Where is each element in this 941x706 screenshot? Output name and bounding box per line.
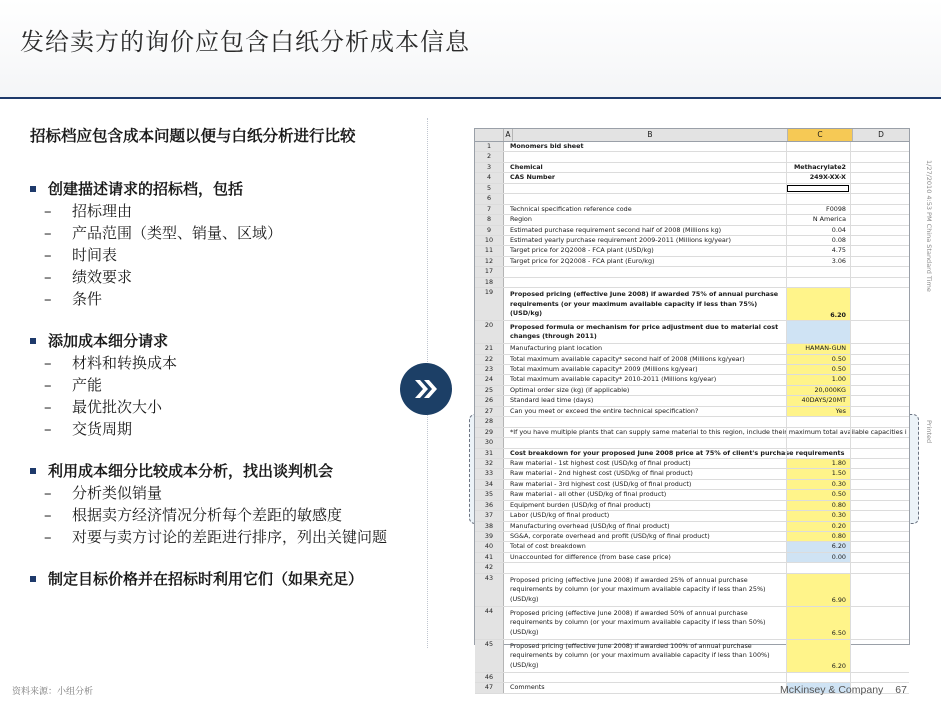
timestamp-note: 1/27/2010 4:53 PM China Standard Time <box>925 160 933 292</box>
cell-value: N America <box>786 215 850 224</box>
sub-bullet-text: 时间表 <box>72 246 118 264</box>
sub-bullet <box>44 200 398 222</box>
cell-empty <box>850 142 909 151</box>
cell-empty <box>850 673 909 682</box>
cell-value <box>786 278 850 287</box>
cell-empty <box>850 522 909 531</box>
sheet-row <box>475 344 909 354</box>
cell-value: 0.30 <box>786 480 850 489</box>
cell-label: Comments <box>510 683 545 692</box>
double-chevron-right-icon <box>400 363 452 415</box>
sheet-row <box>475 563 909 573</box>
bullet-section <box>28 568 398 590</box>
cell-label: Monomers bid sheet <box>510 142 584 150</box>
cell-value <box>786 449 850 458</box>
cell-value: 6.20 <box>786 542 850 551</box>
cell-empty <box>850 396 909 405</box>
cell-label <box>504 278 786 287</box>
bullet-sections <box>28 178 398 610</box>
row-number: 41 <box>475 553 504 562</box>
row-number: 9 <box>475 226 504 235</box>
cell-empty <box>850 152 909 161</box>
cell-value: 40DAYS/20MT <box>786 396 850 405</box>
cell-value: Methacrylate2 <box>786 163 850 172</box>
row-number: 7 <box>475 205 504 214</box>
cell-value: 6.90 <box>786 574 850 606</box>
cell-empty <box>850 321 909 343</box>
col-header-c: C <box>788 129 853 141</box>
sheet-row <box>475 417 909 427</box>
cell-value <box>786 142 850 151</box>
cell-value <box>786 438 850 447</box>
row-number: 37 <box>475 511 504 520</box>
sub-bullet <box>44 352 398 374</box>
cell-label: Total maximum available capacity* 2009 (Millions kg/year) <box>510 365 698 373</box>
row-number: 31 <box>475 449 504 458</box>
sheet-row <box>475 194 909 204</box>
sheet-row <box>475 142 909 152</box>
cell-empty <box>850 246 909 255</box>
cell-value: 0.50 <box>786 355 850 364</box>
sheet-row <box>475 365 909 375</box>
cell-empty <box>850 344 909 353</box>
row-number: 45 <box>475 640 504 672</box>
page-number: 67 <box>895 684 907 696</box>
cell-value: 0.08 <box>786 236 850 245</box>
cell-value <box>786 184 850 193</box>
square-bullet-icon <box>30 576 36 582</box>
sheet-row <box>475 152 909 162</box>
row-number: 11 <box>475 246 504 255</box>
row-number: 26 <box>475 396 504 405</box>
cell-empty <box>850 480 909 489</box>
sheet-row <box>475 673 909 683</box>
cell-label: Estimated purchase requirement second half of 2008 (Millions kg) <box>510 225 722 234</box>
bullet-head-text: 创建描述请求的招标档，包括 <box>48 180 244 198</box>
cell-value: Yes <box>786 407 850 416</box>
dash-icon: – <box>44 246 52 264</box>
sheet-row <box>475 321 909 344</box>
dash-icon: – <box>44 376 52 394</box>
sheet-row <box>475 449 909 459</box>
row-number: 33 <box>475 469 504 478</box>
cell-value: 0.50 <box>786 365 850 374</box>
sheet-row <box>475 215 909 225</box>
header-band <box>0 0 941 98</box>
sub-bullet-text: 根据卖方经济情况分析每个差距的敏感度 <box>72 506 343 524</box>
bullet-head-text: 利用成本细分比较成本分析，找出谈判机会 <box>48 462 334 480</box>
cell-empty <box>850 355 909 364</box>
sheet-row <box>475 640 909 673</box>
cell-empty <box>850 428 909 437</box>
row-number: 38 <box>475 522 504 531</box>
cell-label: Manufacturing plant location <box>510 344 602 353</box>
printed-label: Printed <box>925 420 933 444</box>
sub-bullet <box>44 244 398 266</box>
sub-bullet <box>44 504 398 526</box>
cell-empty <box>850 469 909 478</box>
sheet-row <box>475 257 909 267</box>
bullet-head <box>28 178 398 200</box>
row-number: 42 <box>475 563 504 572</box>
cell-label <box>504 267 786 276</box>
row-number: 32 <box>475 459 504 468</box>
cell-value: 0.50 <box>786 490 850 499</box>
cell-value: 3.06 <box>786 257 850 266</box>
cell-value <box>786 428 850 437</box>
sub-bullet-text: 绩效要求 <box>72 268 133 286</box>
dash-icon: – <box>44 224 52 242</box>
cell-label: Target price for 2Q2008 - FCA plant (Euro/kg) <box>510 256 655 265</box>
row-number: 35 <box>475 490 504 499</box>
cell-label <box>504 152 786 161</box>
cell-label: Raw material - 2nd highest cost (USD/kg of final product) <box>510 469 693 478</box>
cell-label: Optimal order size (kg) (if applicable) <box>510 385 630 394</box>
sheet-row <box>475 278 909 288</box>
dash-icon: – <box>44 484 52 502</box>
sub-bullet-text: 分析类似销量 <box>72 484 163 502</box>
sheet-row <box>475 438 909 448</box>
dash-icon: – <box>44 506 52 524</box>
cell-label <box>504 194 786 203</box>
row-number: 39 <box>475 532 504 541</box>
cell-label: Proposed formula or mechanism for price adjustment due to material cost changes (through 2011) <box>510 323 779 341</box>
row-number: 3 <box>475 163 504 172</box>
row-number: 12 <box>475 257 504 266</box>
bullet-head-text: 添加成本细分请求 <box>48 332 169 350</box>
row-number: 2 <box>475 152 504 161</box>
sheet-row <box>475 396 909 406</box>
cell-label <box>504 438 786 447</box>
bullet-section <box>28 330 398 440</box>
cell-empty <box>850 563 909 572</box>
cell-empty <box>850 375 909 384</box>
row-number: 20 <box>475 321 504 343</box>
row-number: 17 <box>475 267 504 276</box>
cell-label: Labor (USD/kg of final product) <box>510 511 610 520</box>
sub-bullet <box>44 222 398 244</box>
sheet-row <box>475 469 909 479</box>
cell-value: 0.80 <box>786 532 850 541</box>
cell-label <box>504 417 786 426</box>
cell-label: Can you meet or exceed the entire technical specification? <box>510 406 699 415</box>
cell-label: Proposed pricing (effective June 2008) if awarded 50% of annual purchase requirements by column (or your maximum available capacity if less than 50%) (USD/kg) <box>510 608 766 636</box>
dash-icon: – <box>44 420 52 438</box>
cell-label: Standard lead time (days) <box>510 396 594 405</box>
cell-value <box>786 417 850 426</box>
cell-value: 1.00 <box>786 375 850 384</box>
row-number: 1 <box>475 142 504 151</box>
footer-brand <box>780 684 907 696</box>
sheet-row <box>475 355 909 365</box>
cell-empty <box>850 607 909 639</box>
row-number: 25 <box>475 386 504 395</box>
cell-empty <box>850 267 909 276</box>
sheet-row <box>475 173 909 183</box>
bullet-head-text: 制定目标价格并在招标时利用它们（如果充足） <box>48 570 364 588</box>
footer-source: 资料来源：小组分析 <box>12 687 94 697</box>
sheet-row <box>475 386 909 396</box>
dash-icon: – <box>44 398 52 416</box>
bullet-head <box>28 568 398 590</box>
col-header-b: B <box>513 129 788 141</box>
sub-bullet-text: 招标理由 <box>72 202 133 220</box>
sheet-row <box>475 267 909 277</box>
dash-icon: – <box>44 202 52 220</box>
dash-icon: – <box>44 290 52 308</box>
sub-bullet-text: 条件 <box>72 290 103 308</box>
cell-empty <box>850 459 909 468</box>
sheet-row <box>475 574 909 607</box>
cell-label: Estimated yearly purchase requirement 2009-2011 (Millions kg/year) <box>510 235 731 244</box>
cell-label: Total maximum available capacity* second half of 2008 (Millions kg/year) <box>510 354 745 363</box>
cell-value <box>786 267 850 276</box>
row-number: 21 <box>475 344 504 353</box>
cell-label: Raw material - 3rd highest cost (USD/kg of final product) <box>510 479 692 488</box>
row-number: 36 <box>475 501 504 510</box>
sheet-row <box>475 501 909 511</box>
cell-empty <box>850 407 909 416</box>
sheet-row <box>475 490 909 500</box>
row-number: 34 <box>475 480 504 489</box>
cell-value <box>786 152 850 161</box>
sub-bullet <box>44 396 398 418</box>
sheet-row <box>475 407 909 417</box>
cell-empty <box>850 236 909 245</box>
square-bullet-icon <box>30 468 36 474</box>
sheet-row <box>475 184 909 194</box>
cell-empty <box>850 417 909 426</box>
company-name: McKinsey & Company <box>780 684 884 696</box>
sheet-row <box>475 459 909 469</box>
cell-value: 20,000KG <box>786 386 850 395</box>
cell-value: 1.50 <box>786 469 850 478</box>
sheet-row <box>475 236 909 246</box>
cell-label <box>504 563 786 572</box>
row-number: 47 <box>475 683 504 692</box>
sheet-row <box>475 288 909 321</box>
cell-label: CAS Number <box>510 173 556 182</box>
cell-label <box>504 184 786 193</box>
cell-empty <box>850 215 909 224</box>
sheet-row <box>475 205 909 215</box>
cell-label: Manufacturing overhead (USD/kg of final product) <box>510 521 670 530</box>
sub-bullet <box>44 288 398 310</box>
dash-icon: – <box>44 528 52 546</box>
row-number: 18 <box>475 278 504 287</box>
cell-empty <box>850 226 909 235</box>
sub-bullet-text: 对要与卖方讨论的差距进行排序，列出关键问题 <box>72 528 388 546</box>
page-title: 发给卖方的询价应包含白纸分析成本信息 <box>20 28 470 56</box>
cell-value: 0.04 <box>786 226 850 235</box>
row-number: 24 <box>475 375 504 384</box>
col-header-d: D <box>878 130 884 139</box>
cell-value: 0.00 <box>786 553 850 562</box>
column-headers <box>475 129 909 142</box>
cell-label: SG&A, corporate overhead and profit (USD/kg of final product) <box>510 532 710 540</box>
row-number: 8 <box>475 215 504 224</box>
cell-value: 1.80 <box>786 459 850 468</box>
row-number: 30 <box>475 438 504 447</box>
cell-value: 4.75 <box>786 246 850 255</box>
sheet-row <box>475 375 909 385</box>
cell-label: Proposed pricing (effective June 2008) if awarded 100% of annual purchase requirements by column (or your maximum available capacity if less than 100%) (USD/kg) <box>510 641 770 669</box>
sheet-row <box>475 542 909 552</box>
cell-value <box>786 321 850 343</box>
cell-label: *If you have multiple plants that can supply same material to this region, include their maximum total available capacities i <box>510 427 907 436</box>
row-number: 46 <box>475 673 504 682</box>
sub-bullet-text: 产品范围（类型、销量、区域） <box>72 224 283 242</box>
cell-label: Technical specification reference code <box>510 204 632 213</box>
cell-empty <box>850 205 909 214</box>
cell-label: Cost breakdown for your proposed June 2008 price at 75% of client's purchase requirements <box>510 448 845 457</box>
cell-label: Raw material - all other (USD/kg of final product) <box>510 490 667 499</box>
sub-bullet <box>44 482 398 504</box>
cell-value <box>786 673 850 682</box>
row-number: 5 <box>475 184 504 193</box>
sheet-row <box>475 522 909 532</box>
bullet-section <box>28 460 398 548</box>
row-number: 28 <box>475 417 504 426</box>
bullet-head <box>28 460 398 482</box>
corner-cell <box>475 129 504 141</box>
cell-label: Total maximum available capacity* 2010-2011 (Millions kg/year) <box>510 375 717 384</box>
dash-icon: – <box>44 268 52 286</box>
cell-value: 6.20 <box>786 640 850 672</box>
sub-bullet <box>44 374 398 396</box>
row-number: 27 <box>475 407 504 416</box>
row-number: 22 <box>475 355 504 364</box>
sub-bullet <box>44 526 398 548</box>
bullet-section <box>28 178 398 310</box>
cell-label: Proposed pricing (effective June 2008) if awarded 25% of annual purchase requirements by column (or your maximum available capacity if less than 25%) (USD/kg) <box>510 575 766 603</box>
cell-empty <box>850 184 909 193</box>
sheet-row <box>475 532 909 542</box>
sub-bullet-text: 最优批次大小 <box>72 398 163 416</box>
cell-value: 6.20 <box>786 288 850 320</box>
cell-empty <box>850 288 909 320</box>
cell-value: HAMAN-GUN <box>786 344 850 353</box>
cell-value: 6.50 <box>786 607 850 639</box>
sheet-row <box>475 607 909 640</box>
dash-icon: – <box>44 354 52 372</box>
sheet-row <box>475 480 909 490</box>
sheet-row <box>475 553 909 563</box>
cell-value <box>786 194 850 203</box>
cell-value: 0.80 <box>786 501 850 510</box>
sub-bullet <box>44 418 398 440</box>
sheet-rows <box>475 142 909 694</box>
cell-empty <box>850 386 909 395</box>
cell-value: F0098 <box>786 205 850 214</box>
cell-empty <box>850 542 909 551</box>
cell-empty <box>850 449 909 458</box>
cell-empty <box>850 532 909 541</box>
row-number: 43 <box>475 574 504 606</box>
cell-empty <box>850 501 909 510</box>
col-header-a: A <box>504 129 513 141</box>
cell-value: 0.20 <box>786 522 850 531</box>
row-number: 44 <box>475 607 504 639</box>
subtitle: 招标档应包含成本问题以便与白纸分析进行比较 <box>30 126 356 145</box>
sheet-row <box>475 428 909 438</box>
cell-label: Chemical <box>510 162 543 171</box>
row-number: 29 <box>475 428 504 437</box>
cell-label <box>504 673 786 682</box>
bullet-head <box>28 330 398 352</box>
sub-bullet-text: 交货周期 <box>72 420 133 438</box>
cell-empty <box>850 173 909 182</box>
cell-label: Region <box>510 215 532 224</box>
row-number: 6 <box>475 194 504 203</box>
row-number: 19 <box>475 288 504 320</box>
sheet-row <box>475 163 909 173</box>
cell-value: 249X-XX-X <box>786 173 850 182</box>
row-number: 40 <box>475 542 504 551</box>
sheet-row <box>475 511 909 521</box>
cell-empty <box>850 163 909 172</box>
sub-bullet-text: 材料和转换成本 <box>72 354 178 372</box>
cell-empty <box>850 574 909 606</box>
sheet-row <box>475 226 909 236</box>
cell-label: Unaccounted for difference (from base case price) <box>510 552 671 561</box>
cell-empty <box>850 490 909 499</box>
row-number: 23 <box>475 365 504 374</box>
square-bullet-icon <box>30 186 36 192</box>
cell-label: Raw material - 1st highest cost (USD/kg of final product) <box>510 458 691 467</box>
cell-label: Total of cost breakdown <box>510 542 586 551</box>
row-number: 4 <box>475 173 504 182</box>
cell-empty <box>850 553 909 562</box>
cell-value: 0.30 <box>786 511 850 520</box>
sheet-row <box>475 246 909 256</box>
title-rule <box>0 97 941 99</box>
cell-empty <box>850 365 909 374</box>
cell-empty <box>850 278 909 287</box>
cell-empty <box>850 640 909 672</box>
cell-empty <box>850 511 909 520</box>
sub-bullet-text: 产能 <box>72 376 103 394</box>
cell-label: Target price for 2Q2008 - FCA plant (USD/kg) <box>510 246 654 255</box>
cell-label: Equipment burden (USD/kg of final product) <box>510 500 651 509</box>
cell-empty <box>850 438 909 447</box>
cell-label: Proposed pricing (effective June 2008) if awarded 75% of annual purchase requirements (or your maximum available capacity if less than 75%) (USD/kg) <box>510 290 779 318</box>
square-bullet-icon <box>30 338 36 344</box>
sub-bullet <box>44 266 398 288</box>
cell-value <box>786 563 850 572</box>
cell-empty <box>850 194 909 203</box>
row-number: 10 <box>475 236 504 245</box>
cell-empty <box>850 257 909 266</box>
